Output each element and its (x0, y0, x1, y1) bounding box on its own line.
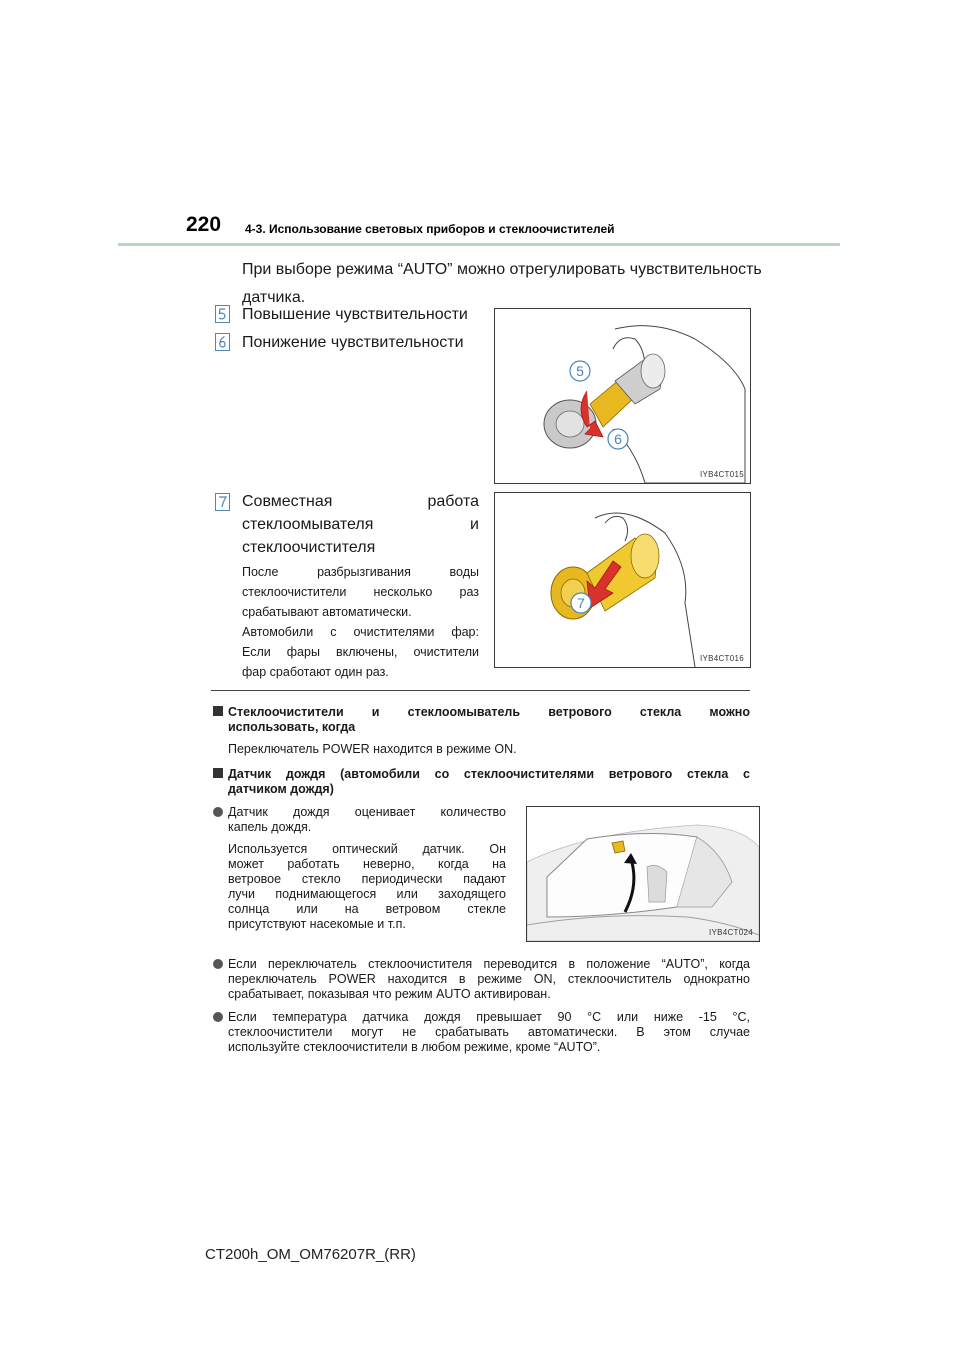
sensitivity-knob-illustration (495, 309, 750, 483)
figure-code: IYB4CT016 (699, 654, 744, 663)
section-divider (211, 690, 750, 691)
section-title: 4-3. Использование световых приборов и стеклоочистителей (245, 222, 615, 236)
figure-washer-knob (494, 492, 751, 668)
figure-code: IYB4CT024 (708, 928, 753, 937)
svg-text:5: 5 (576, 363, 584, 379)
bullet-rain-sensor-3: Если температура датчика дождя превышает 90 °C или ниже -15 °C, стеклоочистители могут не срабатывать автоматически. В этом случае используйте стеклоочистители в любом режиме, кроме “AUTO”. (213, 1010, 750, 1056)
bullet-rain-sensor-2: Если переключатель стеклоочистителя переводится в положение “AUTO”, когда переключатель POWER находится в режиме ON, стеклоочиститель однократно срабатывает, показывая что режим AUTO активирован. (213, 957, 750, 1003)
item-7-label: Совместная работа стеклоомывателя и стеклоочистителя (242, 493, 479, 556)
round-bullet-icon (213, 1012, 223, 1022)
square-bullet-icon (213, 768, 223, 778)
washer-knob-illustration (495, 493, 750, 667)
item-5-label: Повышение чувствительности (242, 306, 468, 323)
svg-text:6: 6 (614, 431, 622, 447)
item-7-description: После разбрызгивания воды стеклоочистители несколько раз срабатывают автоматически. Автомобили с очистителями фар: Если фары включены, очистители фар сработают один раз. (242, 565, 479, 679)
round-bullet-icon (213, 807, 223, 817)
item-6-label: Понижение чувствительности (242, 334, 464, 351)
svg-text:7: 7 (577, 595, 585, 611)
number-6-icon (215, 333, 230, 351)
number-7-icon (215, 493, 230, 511)
intro-line-1: При выборе режима “AUTO” можно отрегулировать чувствительность (242, 261, 762, 278)
note-body-usage: Переключатель POWER находится в режиме ON. (228, 742, 517, 756)
note-heading-rain-sensor: Датчик дождя (автомобили со стеклоочистителями ветрового стекла с датчиком дождя) (213, 767, 750, 797)
number-5-icon (215, 305, 230, 323)
footer-document-code: CT200h_OM_OM76207R_(RR) (205, 1246, 416, 1263)
page-number: 220 (186, 213, 222, 236)
figure-sensitivity-knob (494, 308, 751, 484)
windshield-sensor-illustration (527, 807, 759, 941)
intro-line-2: датчика. (242, 289, 306, 306)
round-bullet-icon (213, 959, 223, 969)
figure-windshield-sensor (526, 806, 760, 942)
note-heading-usage: Стеклоочистители и стеклоомыватель ветрового стекла можно использовать, когда (213, 705, 750, 735)
square-bullet-icon (213, 706, 223, 716)
header-rule (118, 243, 840, 246)
rain-sensor-details: Используется оптический датчик. Он может работать неверно, когда на ветровое стекло периодически падают лучи поднимающегося или заходящего солнца или на ветровом стекле присутствуют насекомые и т.п. (228, 842, 506, 931)
bullet-rain-sensor-1: Датчик дождя оценивает количество капель дождя. (213, 805, 506, 835)
figure-code: IYB4CT015 (699, 470, 744, 479)
